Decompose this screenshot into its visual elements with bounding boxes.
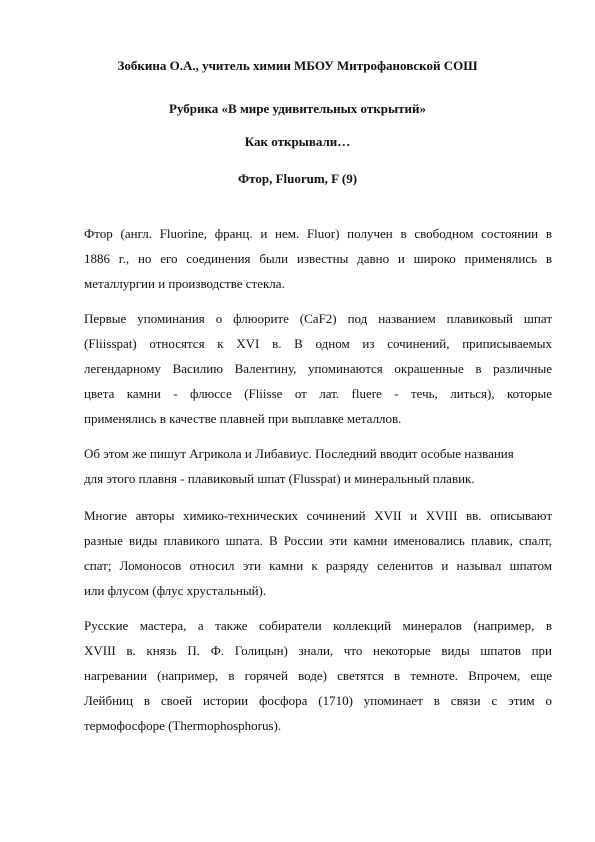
paragraph-line: XVIII в. князь П. Ф. Голицын) знали, что некоторые виды шпатов при	[84, 643, 552, 658]
paragraph-2	[84, 306, 552, 431]
paragraph-line: или флусом (флус хрустальный).	[84, 583, 267, 598]
paragraph-line: Фтор (англ. Fluorine, франц. и нем. Fluor) получен в свободном состоянии в	[84, 226, 552, 241]
paragraph-line: разные виды плавикого шпата. В России эти камни именовались плавик, спалт,	[84, 533, 552, 548]
series-heading: Как открывали…	[244, 134, 351, 149]
paragraph-line: для этого плавня - плавиковый шпат (Flusspat) и минеральный плавик.	[84, 471, 475, 486]
paragraph-line: термофосфоре (Thermophosphorus).	[84, 718, 282, 733]
paragraph-line: металлургии и производстве стекла.	[84, 276, 285, 291]
paragraph-5	[84, 613, 552, 738]
paragraph-line: Русские мастера, а также собиратели коллекций минералов (например, в	[84, 618, 552, 633]
author-heading: Зобкина О.А., учитель химии МБОУ Митрофановской СОШ	[117, 58, 478, 73]
rubric-heading: Рубрика «В мире удивительных открытий»	[169, 101, 426, 116]
paragraph-line: нагревании (например, в горячей воде) светятся в темноте. Впрочем, еще	[84, 668, 552, 683]
paragraph-line: (Fliisspat) относятся к XVI в. В одном из сочинений, приписываемых	[84, 336, 552, 351]
paragraph-line: Многие авторы химико-технических сочинений XVII и XVIII вв. описывают	[84, 508, 552, 523]
paragraph-4	[84, 503, 552, 603]
paragraph-line: Первые упоминания о флюорите (CaF2) под названием плавиковый шпат	[84, 311, 552, 326]
paragraph-line: 1886 г., но его соединения были известны давно и широко применялись в	[84, 251, 552, 266]
paragraph-line: применялись в качестве плавней при выплавке металлов.	[84, 411, 402, 426]
element-heading: Фтор, Fluorum, F (9)	[237, 171, 358, 186]
paragraph-line: Об этом же пишут Агрикола и Либавиус. Последний вводит особые названия	[84, 446, 514, 461]
paragraph-line: легендарному Василию Валентину, упоминаются окрашенные в различные	[84, 361, 552, 376]
paragraph-line: спат; Ломоносов относил эти камни к разряду селенитов и называл шпатом	[84, 558, 552, 573]
paragraph-line: цвета камни - флюссе (Fliisse от лат. fluere - течь, литься), которые	[84, 386, 552, 401]
paragraph-3	[84, 441, 552, 491]
paragraph-line: Лейбниц в своей истории фосфора (1710) упоминает в связи с этим о	[84, 693, 552, 708]
paragraph-1	[84, 221, 552, 296]
